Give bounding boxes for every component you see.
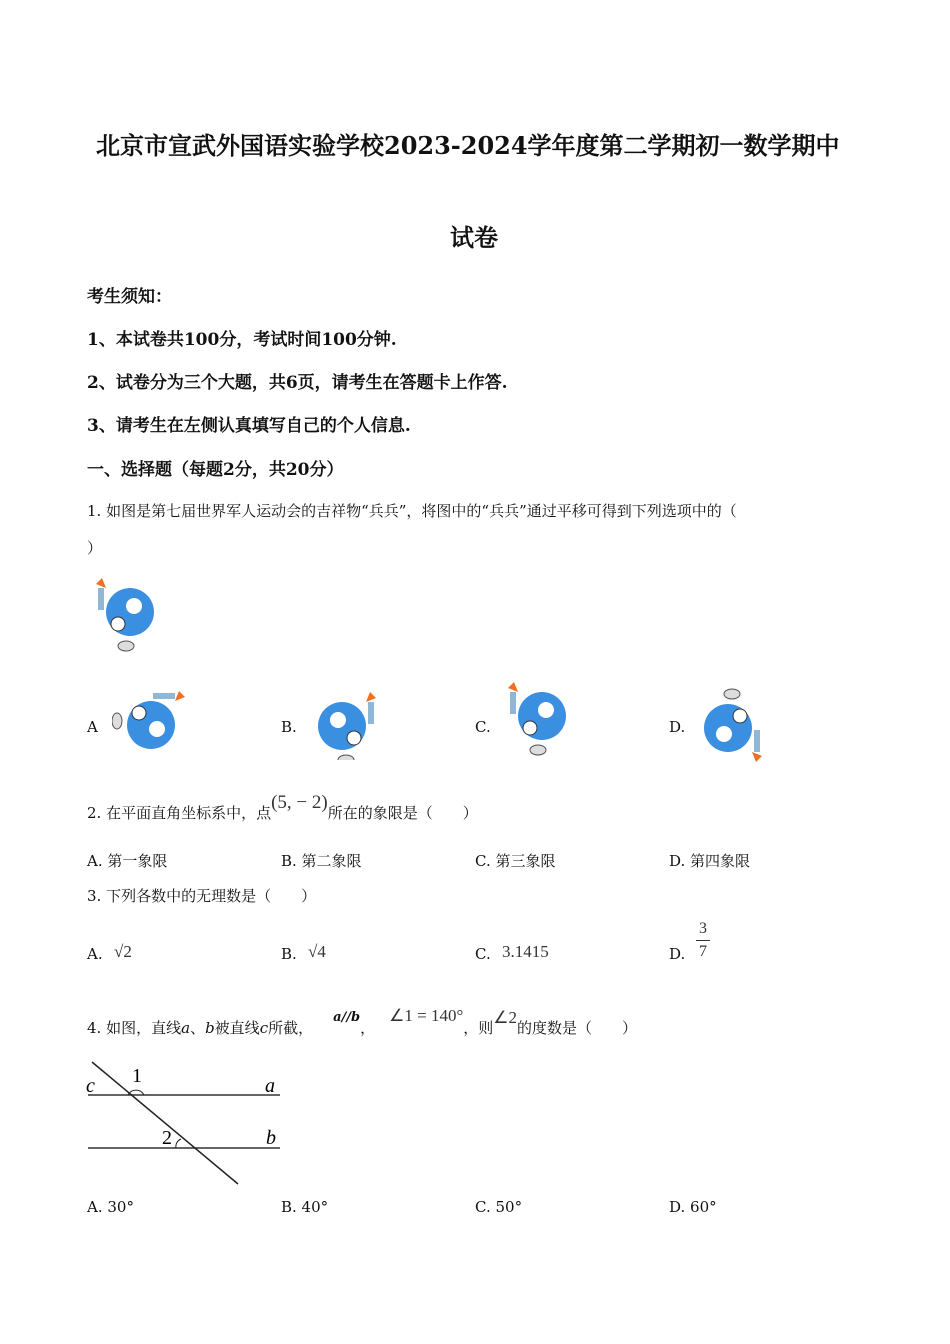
q4-comma: ， xyxy=(360,1019,376,1037)
notice-item: 3、请考生在左侧认真填写自己的个人信息. xyxy=(87,416,411,436)
title-line-2: 试卷 xyxy=(450,223,498,252)
notice-heading: 考生须知： xyxy=(87,287,172,307)
mascot-option-c xyxy=(500,680,580,762)
q3-option-a-label: A. xyxy=(87,945,103,963)
q2-text-a: 2. 在平面直角坐标系中，点 xyxy=(87,804,272,822)
q1-option-c-label: C. xyxy=(475,718,491,736)
q3-option-a-value: √2 xyxy=(114,942,132,961)
q4-option: A. 30° xyxy=(87,1198,134,1216)
q2-option: D. 第四象限 xyxy=(669,852,751,870)
q1-option-d-label: D. xyxy=(669,718,686,736)
section-heading: 一、选择题（每题2分，共20分） xyxy=(87,460,344,480)
title-line-1: 北京市宣武外国语实验学校2023-2024学年度第二学期初一数学期中 xyxy=(96,131,840,160)
q2-text xyxy=(87,792,478,824)
label-a: a xyxy=(265,1075,275,1097)
label-c: c xyxy=(86,1075,95,1097)
q1-option-b-label: B. xyxy=(281,718,297,736)
q4-sep: 、 xyxy=(190,1019,206,1037)
q4-option: B. 40° xyxy=(281,1198,329,1216)
q3-text: 3. 下列各数中的无理数是（ ） xyxy=(87,887,317,905)
q1-option-a-label: A xyxy=(87,718,98,736)
label-b: b xyxy=(266,1127,276,1149)
label-2: 2 xyxy=(162,1127,172,1149)
q4-option: D. 60° xyxy=(669,1198,717,1216)
mascot-option-d xyxy=(690,684,770,764)
mascot-option-b xyxy=(304,690,384,760)
q3-option-d-label: D. xyxy=(669,945,686,963)
angle-2-arc xyxy=(176,1139,181,1148)
q3-option-c-label: C. xyxy=(475,945,491,963)
var-a: a xyxy=(181,1019,191,1037)
q3-option-b-value: √4 xyxy=(308,942,326,961)
q4-parallel: a//b xyxy=(333,1010,361,1025)
mascot-image xyxy=(88,576,168,658)
q4-text-a: 4. 如图，直线 xyxy=(87,1019,182,1037)
notice-item: 1、本试卷共100分，考试时间100分钟. xyxy=(87,330,397,350)
q2-option: B. 第二象限 xyxy=(281,852,362,870)
q4-text-c: 所截， xyxy=(268,1019,314,1037)
q2-text-b: 所在的象限是（ ） xyxy=(327,804,478,822)
q4-text-e: 的度数是（ ） xyxy=(517,1019,638,1037)
var-c: c xyxy=(259,1019,269,1037)
q2-point: (5, − 2) xyxy=(271,792,328,813)
q1-text: 1. 如图是第七届世界军人运动会的吉祥物“兵兵”，将图中的“兵兵”通过平移可得到下列选项中的（ xyxy=(87,502,737,520)
q4-angle2: ∠2 xyxy=(493,1008,518,1027)
var-b: b xyxy=(205,1019,215,1037)
q4-text xyxy=(87,1006,638,1038)
q3-option-c-value: 3.1415 xyxy=(502,942,549,961)
q4-option: C. 50° xyxy=(475,1198,523,1216)
label-1: 1 xyxy=(132,1065,142,1087)
numerator: 3 xyxy=(699,920,707,937)
line-c xyxy=(92,1062,238,1184)
q1-text-end: ） xyxy=(87,539,103,557)
parallel-lines-figure xyxy=(84,1058,284,1188)
mascot-option-a xyxy=(112,688,192,758)
q4-text-d: ，则 xyxy=(463,1019,494,1037)
q3-option-d-fraction xyxy=(696,918,710,963)
q4-text-b: 被直线 xyxy=(214,1019,260,1037)
notice-item: 2、试卷分为三个大题，共6页，请考生在答题卡上作答. xyxy=(87,373,508,393)
denominator: 7 xyxy=(696,940,710,963)
q2-option: C. 第三象限 xyxy=(475,852,556,870)
q2-option: A. 第一象限 xyxy=(87,852,168,870)
q4-angle1: ∠1 = 140° xyxy=(389,1006,464,1025)
q3-option-b-label: B. xyxy=(281,945,297,963)
